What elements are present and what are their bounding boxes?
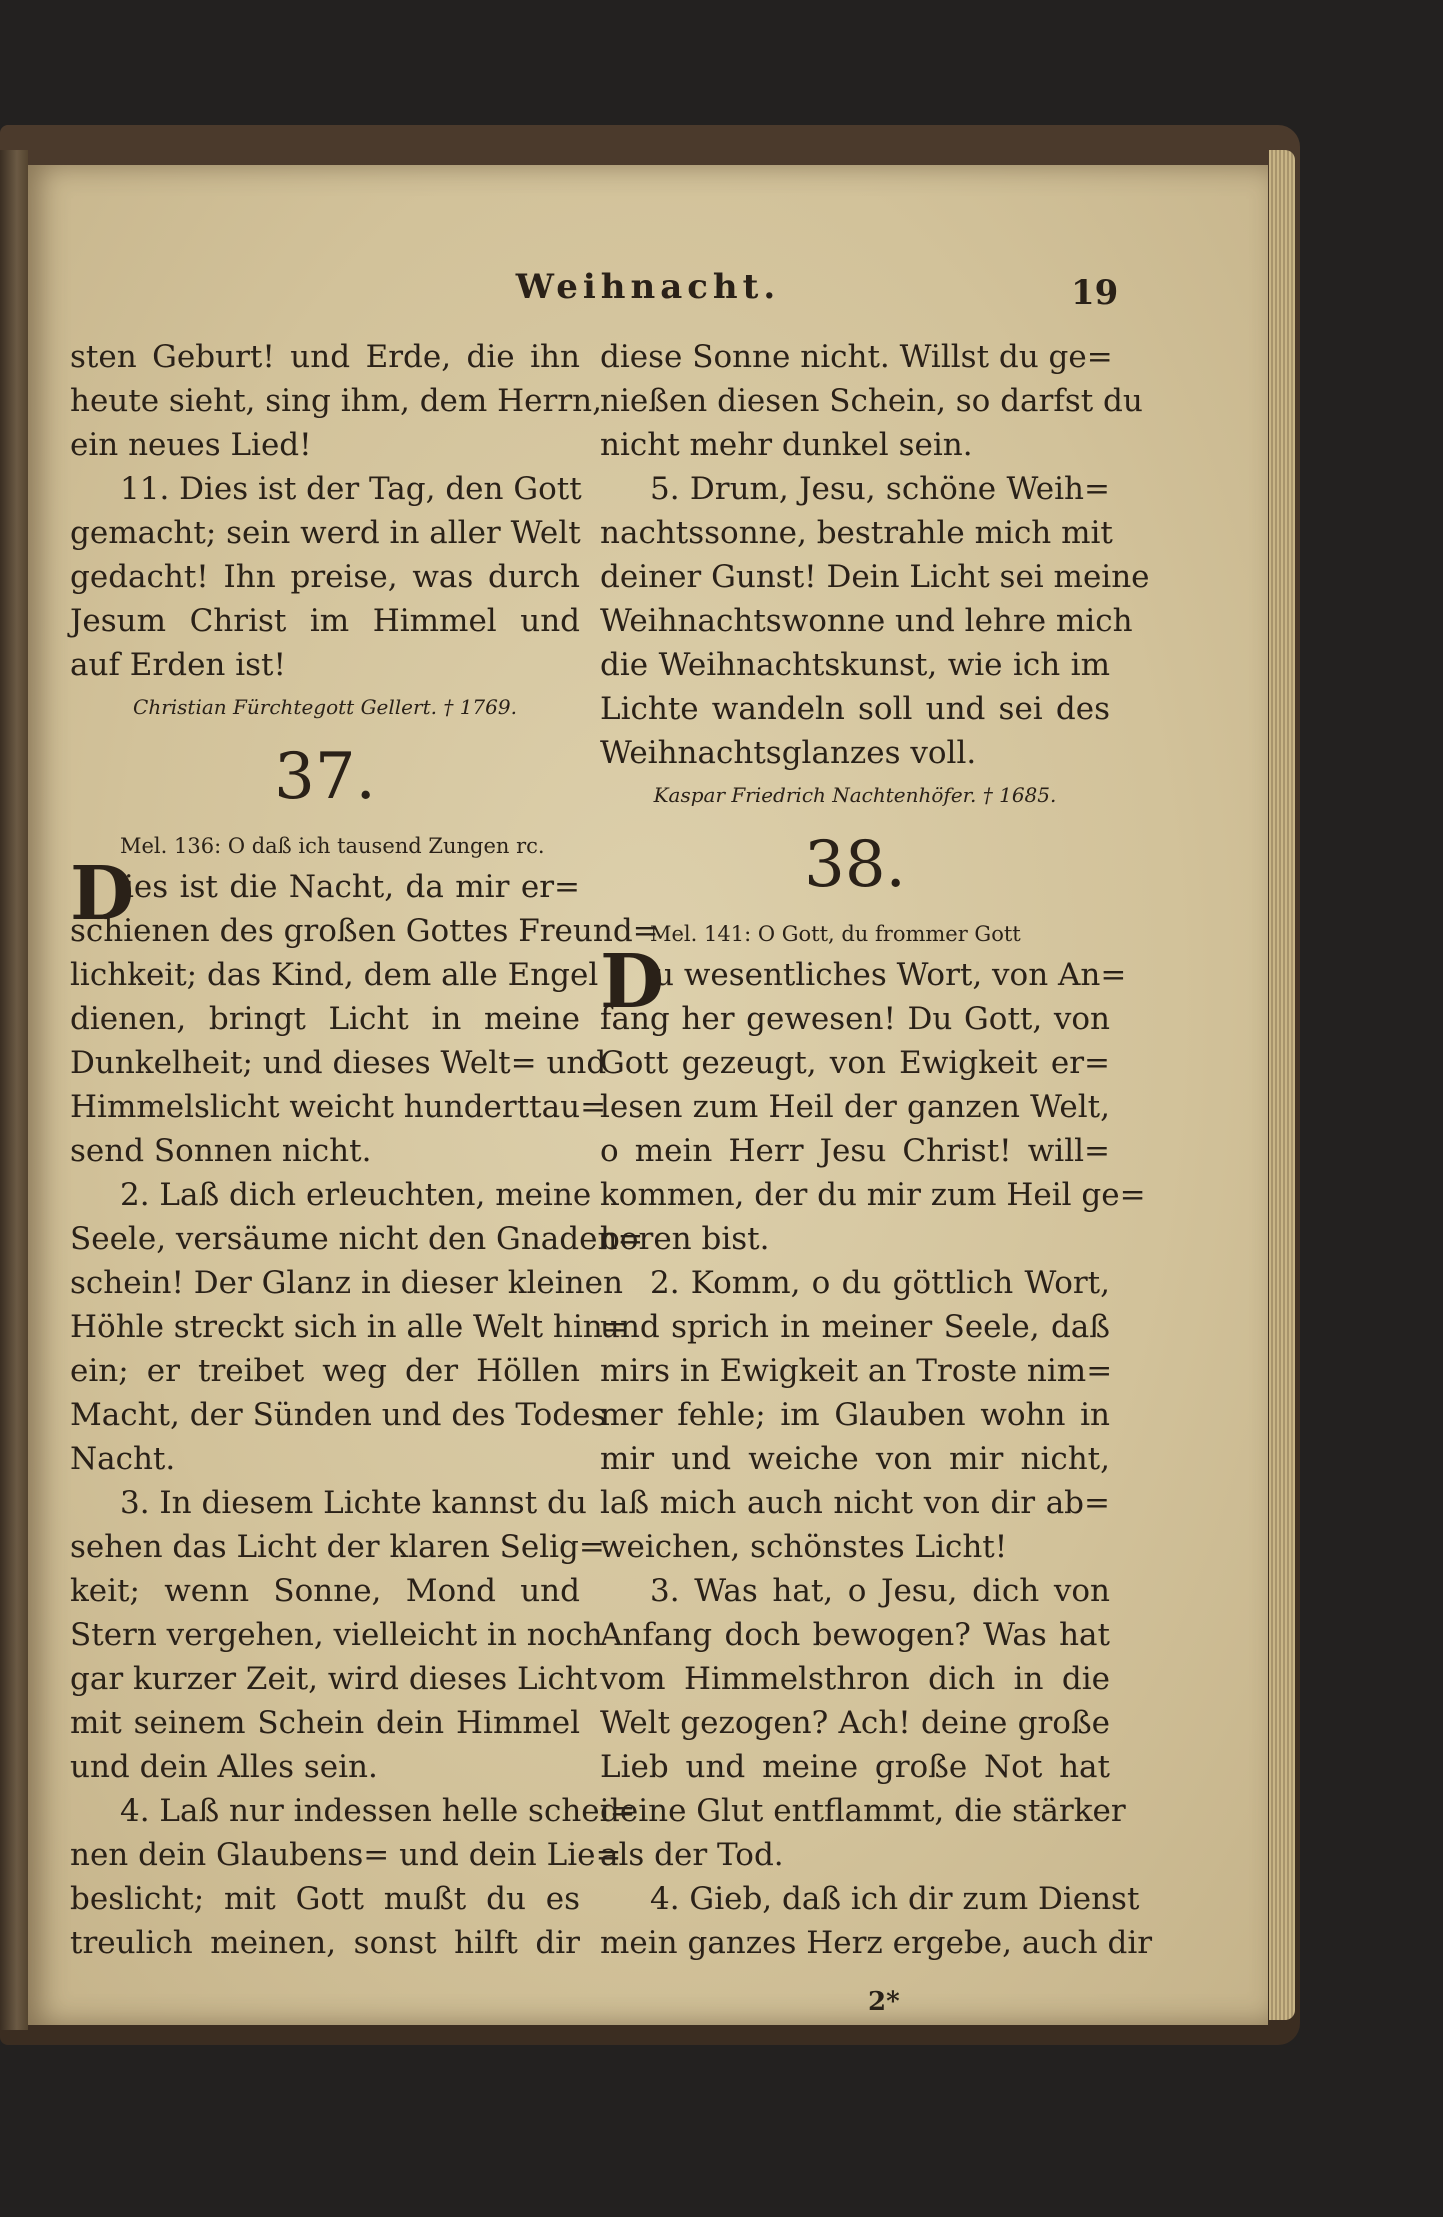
page-number: 19 [1071, 273, 1119, 313]
first-line-text: ies ist die Nacht, da mir er= [124, 869, 580, 905]
text-line: Gott gezeugt, von Ewigkeit er= [600, 1045, 1110, 1081]
text-line: deiner Gunst! Dein Licht sei meine [600, 559, 1150, 595]
text-line: mer fehle; im Glauben wohn in [600, 1397, 1110, 1433]
text-line: und dein Alles sein. [70, 1749, 378, 1785]
text-line: Welt gezogen? Ach! deine große [600, 1705, 1110, 1741]
text-line: nachtssonne, bestrahle mich mit [600, 515, 1113, 551]
text-line: Himmelslicht weicht hunderttau= [70, 1089, 607, 1125]
verse-start-line: 2. Laß dich erleuchten, meine [120, 1177, 592, 1213]
melody-reference: Mel. 141: O Gott, du frommer Gott [650, 922, 1021, 946]
text-line: mir und weiche von mir nicht, [600, 1441, 1110, 1477]
hymn-author: Kaspar Friedrich Nachtenhöfer. † 1685. [653, 783, 1057, 807]
text-line: o mein Herr Jesu Christ! will= [600, 1133, 1110, 1169]
text-line: auf Erden ist! [70, 647, 286, 683]
verse-start-line: 11. Dies ist der Tag, den Gott [120, 471, 582, 507]
text-line: deine Glut entflammt, die stärker [600, 1793, 1126, 1829]
text-line: heute sieht, sing ihm, dem Herrn, [70, 383, 602, 419]
text-line: treulich meinen, sonst hilft dir [70, 1925, 580, 1961]
right-column [600, 335, 1153, 1965]
text-line: ein; er treibet weg der Höllen [70, 1353, 580, 1389]
text-line: beslicht; mit Gott mußt du es [70, 1881, 580, 1917]
page-title: Weihnacht. [515, 267, 781, 307]
text-line: fang her gewesen! Du Gott, von [600, 1001, 1110, 1037]
hymn-author: Christian Fürchtegott Gellert. † 1769. [133, 695, 517, 719]
text-line: dienen, bringt Licht in meine [70, 1001, 580, 1037]
text-line: Nacht. [70, 1441, 176, 1477]
text-line: sehen das Licht der klaren Selig= [70, 1529, 605, 1565]
text-line: lichkeit; das Kind, dem alle Engel [70, 957, 599, 993]
text-line: mirs in Ewigkeit an Troste nim= [600, 1353, 1113, 1389]
verse-start-line: 4. Laß nur indessen helle schei= [120, 1793, 636, 1829]
left-page-edge [0, 150, 28, 2030]
text-line: laß mich auch nicht von dir ab= [600, 1485, 1110, 1521]
text-line: sten Geburt! und Erde, die ihn [70, 339, 580, 375]
text-line: mit seinem Schein dein Himmel [70, 1705, 580, 1741]
text-line: weichen, schönstes Licht! [600, 1529, 1008, 1565]
text-line: Jesum Christ im Himmel und [70, 603, 580, 639]
text-line: gar kurzer Zeit, wird dieses Licht [70, 1661, 598, 1697]
text-line: ein neues Lied! [70, 427, 312, 463]
text-line: Seele, versäume nicht den Gnaden= [70, 1221, 644, 1257]
text-line: kommen, der du mir zum Heil ge= [600, 1177, 1146, 1213]
text-line: Lichte wandeln soll und sei des [600, 691, 1110, 727]
melody-reference: Mel. 136: O daß ich tausend Zungen rc. [120, 834, 545, 858]
text-line: als der Tod. [600, 1837, 784, 1873]
text-line: nen dein Glaubens= und dein Lie= [70, 1837, 622, 1873]
text-line: Weihnachtsglanzes voll. [600, 735, 977, 771]
text-line: und sprich in meiner Seele, daß [600, 1309, 1110, 1345]
hymn-number: 38. [804, 828, 906, 902]
text-line: mein ganzes Herz ergebe, auch dir [600, 1925, 1153, 1961]
text-line: Höhle streckt sich in alle Welt hin= [70, 1309, 629, 1345]
drop-cap: D [70, 851, 135, 937]
verse-start-line: 3. In diesem Lichte kannst du [120, 1485, 587, 1521]
text-line: send Sonnen nicht. [70, 1133, 372, 1169]
book-page [28, 165, 1268, 2025]
text-line: Weihnachtswonne und lehre mich [600, 603, 1133, 639]
hymn-number: 37. [274, 740, 376, 814]
text-line: schienen des großen Gottes Freund= [70, 913, 659, 949]
page-stack-edge [1269, 150, 1295, 2020]
drop-cap: D [600, 939, 665, 1025]
signature-mark: 2* [868, 1987, 900, 2017]
text-line: Anfang doch bewogen? Was hat [600, 1617, 1110, 1653]
running-head [28, 267, 1268, 327]
text-line: Dunkelheit; und dieses Welt= und [70, 1045, 607, 1081]
verse-start-line: 3. Was hat, o Jesu, dich von [650, 1573, 1110, 1609]
verse-start-line: 5. Drum, Jesu, schöne Weih= [650, 471, 1110, 507]
text-line: boren bist. [600, 1221, 770, 1257]
text-line: lesen zum Heil der ganzen Welt, [600, 1089, 1110, 1125]
text-line: nießen diesen Schein, so darfst du [600, 383, 1143, 419]
text-line: Macht, der Sünden und des Todes [70, 1397, 607, 1433]
text-line: gemacht; sein werd in aller Welt [70, 515, 581, 551]
verse-start-line: 2. Komm, o du göttlich Wort, [650, 1265, 1110, 1301]
text-line: die Weihnachtskunst, wie ich im [600, 647, 1110, 683]
text-line: nicht mehr dunkel sein. [600, 427, 973, 463]
verse-start-line: 4. Gieb, daß ich dir zum Dienst [650, 1881, 1140, 1917]
text-line: gedacht! Ihn preise, was durch [70, 559, 580, 595]
first-line-text: u wesentliches Wort, von An= [654, 957, 1127, 993]
text-line: Stern vergehen, vielleicht in noch [70, 1617, 603, 1653]
text-line: Lieb und meine große Not hat [600, 1749, 1110, 1785]
text-line: keit; wenn Sonne, Mond und [70, 1573, 580, 1609]
left-column [70, 335, 659, 1965]
text-line: vom Himmelsthron dich in die [600, 1661, 1110, 1697]
text-line: diese Sonne nicht. Willst du ge= [600, 339, 1113, 375]
text-line: schein! Der Glanz in dieser kleinen [70, 1265, 623, 1301]
